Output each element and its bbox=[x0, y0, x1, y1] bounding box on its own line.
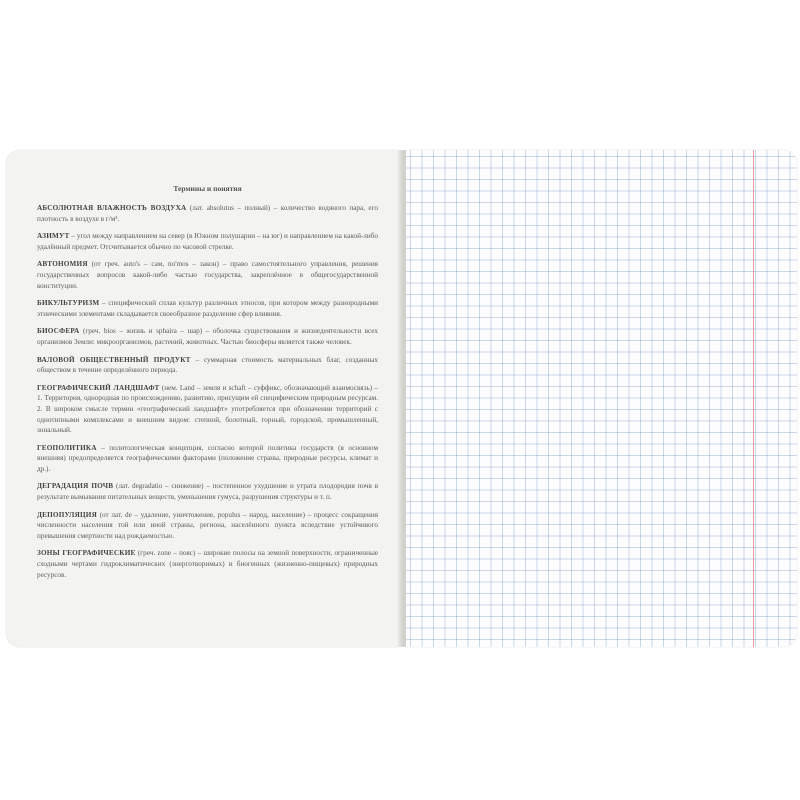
glossary-entry bbox=[37, 231, 378, 252]
glossary-definition: – политологическая концепция, согласно которой политика государств (в основном внешняя) предопределяется географическими факторами (положение страны, природные ресурсы, климат и др.). bbox=[37, 443, 378, 473]
glossary-term: ЗОНЫ ГЕОГРАФИЧЕСКИЕ bbox=[37, 549, 136, 558]
glossary-entry bbox=[37, 326, 378, 347]
glossary-definition: (от греч. auto's – сам, no'mos – закон) – право самостоятельного управления, решения государственных вопросов какой-либо частью государства, закреплённое в общегосударственной конституции. bbox=[37, 260, 378, 290]
glossary-definition: (греч. zone – пояс) – широкие полосы на земной поверхности, ограниченные сходными чертами гидроклиматических (энерготворимых) и биогенных (жизненно-пищевых) природных ресурсов. bbox=[37, 549, 378, 579]
glossary-entry bbox=[37, 510, 378, 542]
page-title: Термины и понятия bbox=[173, 184, 242, 193]
glossary-definition: (от лат. de – удаление, уничтожение, populus – народ, население) – процесс сокращения численности населения той или иной страны, региона, населённого пункта вследствие устойчивого превышения смертности над рождаемостью. bbox=[37, 510, 378, 540]
margin-line bbox=[753, 150, 754, 647]
glossary-definition: (лат. absolutus – полный) – количество водяного пара, его плотность в воздухе в г/м³. bbox=[37, 204, 378, 223]
glossary-definition: (греч. bios – жизнь и sphaira – шар) – оболочка существования и жизнедеятельности всех организмов Земли: микроорганизмов, растений, животных. Частью биосферы является также человек. bbox=[37, 327, 378, 346]
glossary-definition: – специфический сплав культур различных этносов, при котором между разнородными этническими элементами складывается своеобразное разделение сфер влияния. bbox=[37, 299, 378, 318]
terms-list bbox=[37, 203, 378, 580]
glossary-entry bbox=[37, 383, 378, 436]
glossary-term: ГЕОГРАФИЧЕСКИЙ ЛАНДШАФТ bbox=[37, 383, 160, 392]
glossary-entry bbox=[37, 481, 378, 502]
grid-page bbox=[406, 150, 797, 647]
glossary-entry bbox=[37, 548, 378, 580]
glossary-entry bbox=[37, 443, 378, 475]
glossary-term: АБСОЛЮТНАЯ ВЛАЖНОСТЬ ВОЗДУХА bbox=[37, 204, 187, 212]
glossary-entry bbox=[37, 355, 378, 376]
glossary-term: БИКУЛЬТУРИЗМ bbox=[37, 299, 100, 308]
glossary-entry bbox=[37, 203, 378, 224]
glossary-definition: – суммарная стоимость материальных благ, созданных обществом в течение определённого периода. bbox=[37, 355, 378, 375]
glossary-term: ГЕОПОЛИТИКА bbox=[37, 443, 97, 452]
glossary-definition: – угол между направлением на север (в Южном полушарии – на юг) и направлением на какой-либо удалённый предмет. Отсчитывается обычно по часовой стрелке. bbox=[37, 232, 378, 251]
glossary-definition: (лат. degradatio – снижение) – постепенное ухудшение и утрата плодородия почв в результате вымывания питательных веществ, уменьшения гумуса, разрушения структуры и т. п. bbox=[37, 482, 378, 502]
glossary-term: ДЕГРАДАЦИЯ ПОЧВ bbox=[37, 482, 114, 491]
glossary-term: ДЕПОПУЛЯЦИЯ bbox=[37, 510, 97, 519]
glossary-entry bbox=[37, 298, 378, 319]
notebook-spread bbox=[6, 150, 797, 647]
glossary-entry bbox=[37, 259, 378, 291]
glossary-term: АЗИМУТ bbox=[37, 232, 70, 241]
glossary-term: БИОСФЕРА bbox=[37, 327, 80, 336]
glossary-page bbox=[6, 150, 398, 647]
glossary-term: АВТОНОМИЯ bbox=[37, 260, 88, 269]
glossary-definition: (нем. Land – земля и schaft – суффикс, обозначающий взаимосвязь) – 1. Территория, однородная по происхождению, развитию, присущим ей специфическим природным ресурсам. 2. В широком смысле термин «географический ландшафт» употребляется при обозначении территорий с однотипными комплексами и внешним видом: степной, болотный, горный, городской, промышленный, зональный. bbox=[37, 383, 378, 435]
glossary-term: ВАЛОВОЙ ОБЩЕСТВЕННЫЙ ПРОДУКТ bbox=[37, 355, 191, 364]
